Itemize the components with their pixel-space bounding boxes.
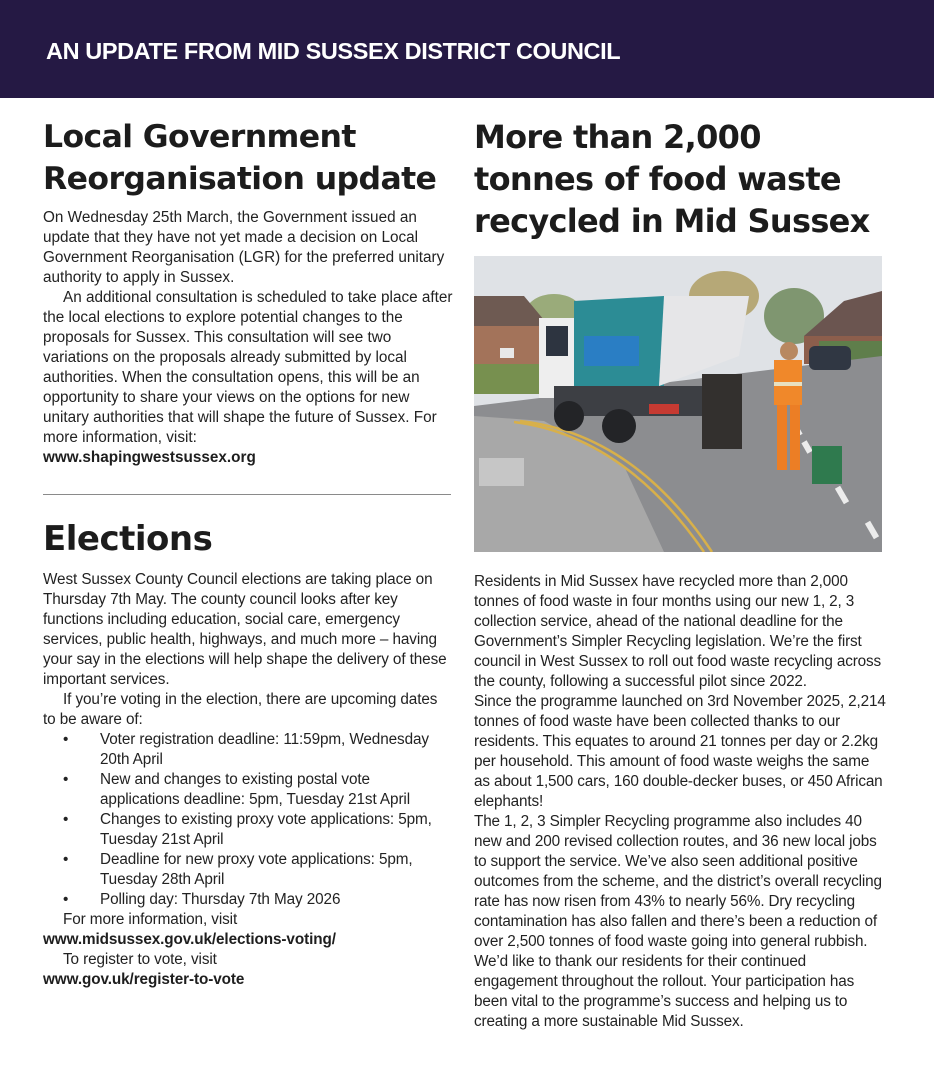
food-waste-body [474,572,888,1032]
lgr-heading-line1: Local Government [43,119,356,155]
bullet-icon: • [63,731,69,748]
food-waste-collection-photo [474,256,882,552]
elections-paragraph-2: If you’re voting in the election, there are upcoming dates to be aware of: [43,691,438,728]
election-date-text: Voter registration deadline: 11:59pm, Wednesday 20th April [100,731,429,768]
elections-voting-link[interactable]: www.midsussex.gov.uk/elections-voting/ [43,931,336,948]
elections-section [43,518,451,990]
election-date-text: Polling day: Thursday 7th May 2026 [100,891,341,908]
election-date-item [43,890,451,910]
election-date-item [43,810,451,850]
header-banner [0,0,934,98]
elections-column [43,518,451,990]
bullet-icon: • [63,891,69,908]
food-waste-body-column [474,572,888,1032]
shaping-west-sussex-link[interactable]: www.shapingwestsussex.org [43,449,256,466]
food-paragraph-4: We’d like to thank our residents for their continued engagement throughout the rollout. Your participation has been vital to the programme’s success and helping us to creating a more sustainable Mid Sussex. [474,953,855,1030]
food-heading-line3: recycled in Mid Sussex [474,202,870,240]
left-column [43,116,453,468]
bullet-icon: • [63,851,69,868]
food-heading-line1: More than 2,000 [474,118,761,156]
election-date-item [43,730,451,770]
election-date-item [43,770,451,810]
election-date-item [43,850,451,890]
lgr-paragraph-2: An additional consultation is scheduled to take place after the local elections to explore potential changes to the proposals for Sussex. This consultation will see two variations on the proposals already submitted by local authorities. When the consultation opens, this will be an opportunity to share your views on the options for new unitary authorities that will shape the future of Sussex. For more information, visit: [43,289,453,446]
elections-paragraph-1: West Sussex County Council elections are taking place on Thursday 7th May. The county council looks after key functions including education, social care, emergency services, public health, highways, and much more – having your say in the elections will help shape the delivery of these important services. [43,571,447,688]
election-dates-list [43,730,451,910]
more-info-text: For more information, visit [63,911,238,928]
elections-body [43,570,451,990]
food-paragraph-3: The 1, 2, 3 Simpler Recycling programme also includes 40 new and 200 revised collection routes, and 36 new local jobs to support the service. We’ve also seen additional positive outcomes from the scheme, and the district’s overall recycling rate has now risen from 43% to nearly 56%. Dry recycling contamination has also fallen and there’s been a reduction of over 2,500 tonnes of food waste going into general rubbish. [474,813,882,950]
lgr-heading-line2: Reorganisation update [43,161,437,197]
lgr-body [43,208,453,468]
photo-illustration [474,256,882,552]
food-waste-heading [474,116,886,242]
election-date-text: New and changes to existing postal vote applications deadline: 5pm, Tuesday 21st April [100,771,411,808]
section-divider [43,494,451,495]
election-date-text: Deadline for new proxy vote applications: 5pm, Tuesday 28th April [100,851,413,888]
food-heading-line2: tonnes of food waste [474,160,841,198]
food-paragraph-2: Since the programme launched on 3rd November 2025, 2,214 tonnes of food waste have been collected thanks to our residents. This equates to around 21 tonnes per day or 2.2kg per household. This amount of food waste weighs the same as about 1,500 cars, 160 double-decker buses, or 450 African elephants! [474,693,886,810]
lgr-paragraph-1: On Wednesday 25th March, the Government issued an update that they have not yet made a decision on Local Government Reorganisation (LGR) for the preferred unitary authority to apply in Sussex. [43,209,445,286]
bullet-icon: • [63,811,69,828]
election-date-text: Changes to existing proxy vote applications: 5pm, Tuesday 21st April [100,811,432,848]
register-to-vote-link[interactable]: www.gov.uk/register-to-vote [43,971,245,988]
banner-title: AN UPDATE FROM MID SUSSEX DISTRICT COUNCIL [46,38,621,64]
food-paragraph-1: Residents in Mid Sussex have recycled more than 2,000 tonnes of food waste in four months using our new 1, 2, 3 collection service, ahead of the national deadline for the Government’s Simpler Recycling legislation. We’re the first council in West Sussex to roll out food waste recycling across the county, following a successful pilot since 2022. [474,573,882,690]
right-column [474,116,886,242]
lgr-section [43,116,453,468]
bullet-icon: • [63,771,69,788]
elections-heading: Elections [43,519,213,559]
register-text: To register to vote, visit [63,951,217,968]
lgr-heading [43,116,453,200]
